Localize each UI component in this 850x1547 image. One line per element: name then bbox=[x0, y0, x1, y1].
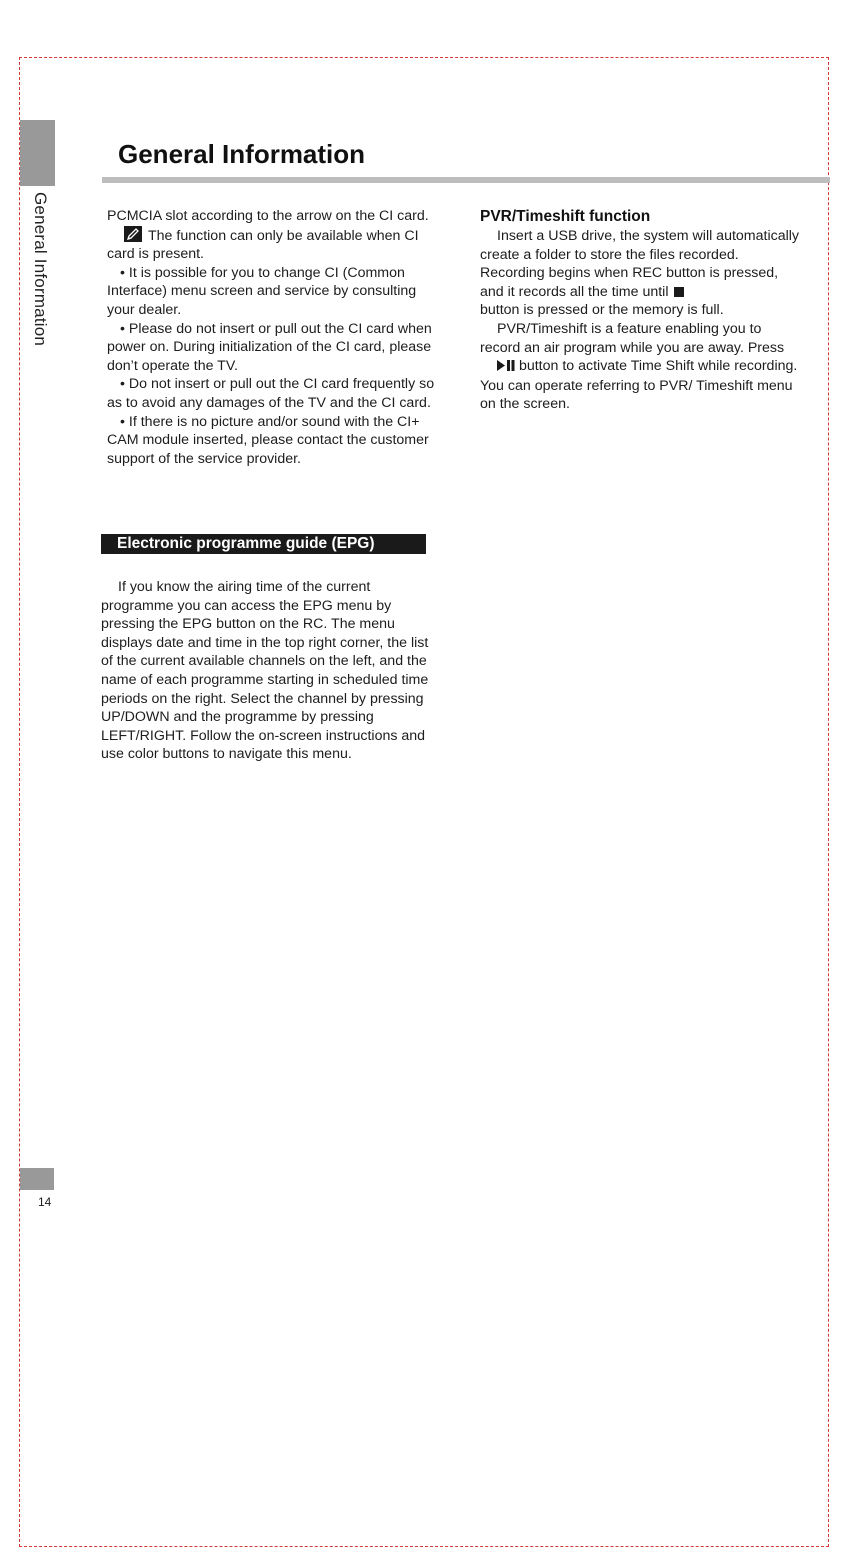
pvr-paragraph-2-text-b: button to activate Time Shift while recording. You can operate referring to PVR/ Timeshift menu on the screen. bbox=[480, 358, 798, 413]
page-number-tab bbox=[20, 1168, 54, 1190]
pvr-paragraph-1-text-b: button is pressed or the memory is full. bbox=[480, 302, 724, 319]
side-tab-marker bbox=[20, 120, 55, 186]
ci-bullet-1: • It is possible for you to change CI (Common Interface) menu screen and service by consulting your dealer. bbox=[107, 264, 417, 318]
stop-icon bbox=[674, 287, 684, 297]
pvr-paragraph-2 bbox=[480, 320, 805, 414]
right-column bbox=[480, 207, 805, 414]
play-pause-icon bbox=[480, 358, 515, 377]
epg-paragraph: If you know the airing time of the current programme you can access the EPG menu by pressing the EPG button on the RC. The menu displays date and time in the top right corner, the list of the current available channels on the left, and the name of each programme starting in scheduled time periods on the right. Select the channel by pressing UP/DOWN and the programme by pressing LEFT/RIGHT. Follow the on-screen instructions and use color buttons to navigate this menu. bbox=[101, 579, 429, 763]
ci-note bbox=[107, 226, 437, 264]
side-tab-label-text: General Information bbox=[31, 192, 50, 347]
pvr-paragraph-2-text-a: PVR/Timeshift is a feature enabling you to record an air program while you are away. Press bbox=[480, 320, 785, 356]
pvr-paragraph-1-text-a: Insert a USB drive, the system will automatically create a folder to store the files recorded. Recording begins when REC button is pressed, and it records all the time until bbox=[480, 228, 799, 300]
ci-bullet-2: • Please do not insert or pull out the CI card when power on. During initialization of the CI card, please don’t operate the TV. bbox=[107, 320, 432, 374]
epg-section-heading: Electronic programme guide (EPG) bbox=[101, 534, 426, 554]
side-tab-label bbox=[20, 192, 55, 372]
epg-section-body bbox=[101, 578, 431, 764]
pvr-section-heading: PVR/Timeshift function bbox=[480, 208, 651, 225]
ci-note-text: The function can only be available when CI card is present. bbox=[107, 227, 419, 263]
note-pencil-icon bbox=[124, 226, 142, 242]
ci-bullet-3: • Do not insert or pull out the CI card frequently so as to avoid any damages of the TV and the CI card. bbox=[107, 376, 435, 411]
ci-slot-paragraph: PCMCIA slot according to the arrow on the CI card. bbox=[107, 208, 429, 224]
page-title: General Information bbox=[118, 139, 366, 169]
left-column bbox=[107, 207, 437, 468]
ci-bullet-4: • If there is no picture and/or sound with the CI+ CAM module inserted, please contact the customer support of the service provider. bbox=[107, 413, 429, 467]
title-rule bbox=[102, 177, 830, 183]
page-number: 14 bbox=[38, 1195, 52, 1209]
pvr-paragraph-1 bbox=[480, 227, 805, 320]
